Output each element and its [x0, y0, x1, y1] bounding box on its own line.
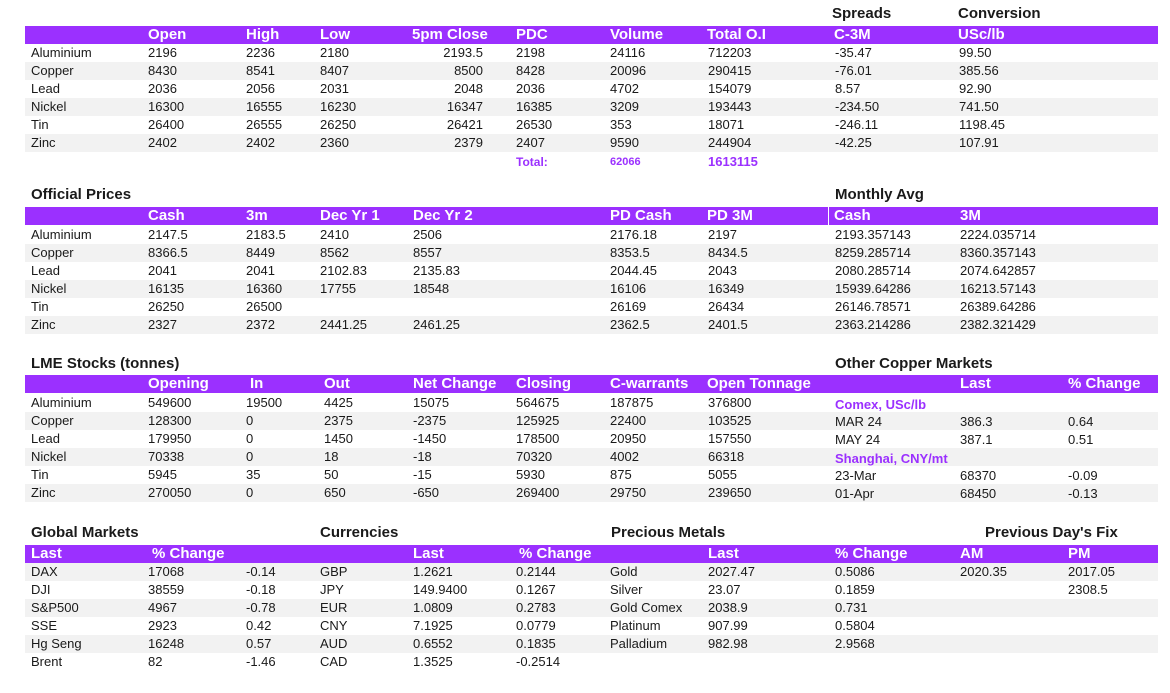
metal-name: Tin — [31, 117, 49, 132]
conversion-title: Conversion — [958, 5, 1041, 22]
total-oi-value: 290415 — [708, 63, 752, 78]
open-value: 8430 — [148, 63, 177, 78]
global-index-last: 2923 — [148, 618, 177, 633]
col-5pm-close: 5pm Close — [412, 26, 488, 43]
c-warrants-value: 875 — [610, 467, 632, 482]
volume-value: 9590 — [610, 135, 639, 150]
comex-label: Comex, USc/lb — [835, 397, 927, 412]
currency-name: JPY — [320, 582, 344, 597]
net-change-value: -650 — [413, 485, 440, 500]
conversion-value: 107.91 — [959, 135, 999, 150]
open-value: 2402 — [148, 135, 177, 150]
opening-value: 549600 — [148, 395, 192, 410]
cash-value: 2147.5 — [148, 227, 188, 242]
currency-change: 0.1835 — [516, 636, 556, 651]
open-tonnage-value: 376800 — [708, 395, 752, 410]
closing-value: 5930 — [516, 467, 545, 482]
precious-last: 982.98 — [708, 636, 748, 651]
conversion-value: 92.90 — [959, 81, 992, 96]
col-global-change: % Change — [152, 545, 225, 562]
global-index-change: 0.57 — [246, 636, 272, 651]
metal-name: Lead — [31, 431, 60, 446]
global-index-name: Brent — [31, 654, 63, 669]
metal-name: Copper — [31, 245, 74, 260]
pd-3m-value: 2401.5 — [708, 317, 748, 332]
col-copper-change: % Change — [1068, 375, 1141, 392]
net-change-value: -2375 — [413, 413, 447, 428]
volume-value: 4702 — [610, 81, 639, 96]
col-net-change: Net Change — [413, 375, 497, 392]
in-value: 0 — [246, 449, 254, 464]
pd-cash-value: 2362.5 — [610, 317, 650, 332]
global-index-name: S&P500 — [31, 600, 79, 615]
volume-value: 353 — [610, 117, 632, 132]
in-value: 19500 — [246, 395, 283, 410]
global-index-name: SSE — [31, 618, 58, 633]
dec-yr1-value: 2441.25 — [320, 317, 367, 332]
avg-3m-value: 26389.64286 — [960, 299, 1036, 314]
currency-last: 149.9400 — [413, 582, 468, 597]
copper-contract: 01-Apr — [835, 486, 875, 501]
close-value: 2379 — [454, 135, 483, 150]
markets-header-bar — [25, 545, 1158, 563]
copper-last: 68450 — [960, 486, 997, 501]
spread-value: -35.47 — [835, 45, 872, 60]
volume-value: 24116 — [610, 45, 646, 60]
dec-yr2-value: 2135.83 — [413, 263, 460, 278]
spread-value: -42.25 — [835, 135, 872, 150]
precious-name: Silver — [610, 582, 643, 597]
currency-last: 0.6552 — [413, 636, 453, 651]
metal-name: Lead — [31, 81, 60, 96]
total-oi-value: 193443 — [708, 99, 752, 114]
out-value: 2375 — [324, 413, 353, 428]
cash-value: 26250 — [148, 299, 185, 314]
out-value: 650 — [324, 485, 346, 500]
volume-value: 20096 — [610, 63, 647, 78]
total-oi: 1613115 — [708, 154, 758, 169]
col-low: Low — [320, 26, 350, 43]
metal-name: Aluminium — [31, 395, 92, 410]
col-currency-last: Last — [413, 545, 444, 562]
dec-yr2-value: 2506 — [413, 227, 442, 242]
col-precious-change: % Change — [835, 545, 908, 562]
lme-stocks-title: LME Stocks (tonnes) — [31, 355, 180, 372]
close-value: 16347 — [446, 99, 483, 114]
global-index-change: 0.42 — [246, 618, 272, 633]
col-pd-cash: PD Cash — [610, 207, 672, 224]
precious-name: Palladium — [610, 636, 668, 651]
global-index-change: -0.78 — [246, 600, 276, 615]
net-change-value: -15 — [413, 467, 432, 482]
avg-cash-value: 8259.285714 — [835, 245, 911, 260]
global-index-name: DAX — [31, 564, 58, 579]
close-value: 8500 — [454, 63, 483, 78]
col-cash: Cash — [148, 207, 185, 224]
dec-yr1-value: 2410 — [320, 227, 349, 242]
closing-value: 125925 — [516, 413, 560, 428]
spread-value: -76.01 — [835, 63, 872, 78]
opening-value: 179950 — [148, 431, 192, 446]
currencies-title: Currencies — [320, 524, 399, 541]
cash-value: 8366.5 — [148, 245, 188, 260]
col-open: Open — [148, 26, 187, 43]
global-index-last: 4967 — [148, 600, 177, 615]
fix-am-value: 2020.35 — [960, 564, 1007, 579]
precious-change: 0.5086 — [835, 564, 875, 579]
avg-3m-value: 8360.357143 — [960, 245, 1036, 260]
3m-value: 8449 — [246, 245, 275, 260]
metal-name: Lead — [31, 263, 60, 278]
pdc-value: 2198 — [516, 45, 545, 60]
fix-pm-value: 2308.5 — [1068, 582, 1108, 597]
pd-3m-value: 2197 — [708, 227, 737, 242]
currency-change: 0.1267 — [516, 582, 556, 597]
metal-name: Aluminium — [31, 227, 92, 242]
cash-value: 2327 — [148, 317, 177, 332]
global-index-last: 82 — [148, 654, 163, 669]
high-value: 26555 — [246, 117, 283, 132]
copper-change: 0.51 — [1068, 432, 1094, 447]
currency-last: 1.2621 — [413, 564, 453, 579]
col-fix-am: AM — [960, 545, 984, 562]
copper-change: -0.13 — [1068, 486, 1098, 501]
c-warrants-value: 29750 — [610, 485, 647, 500]
metal-name: Tin — [31, 299, 49, 314]
global-index-change: -0.18 — [246, 582, 276, 597]
total-oi-value: 244904 — [708, 135, 752, 150]
cash-value: 2041 — [148, 263, 177, 278]
col-volume: Volume — [610, 26, 664, 43]
open-tonnage-value: 66318 — [708, 449, 745, 464]
metal-name: Zinc — [31, 135, 56, 150]
row-stripe — [25, 448, 1158, 466]
shanghai-label: Shanghai, CNY/mt — [835, 451, 948, 466]
opening-value: 270050 — [148, 485, 192, 500]
total-label: Total: — [516, 155, 548, 169]
global-index-last: 38559 — [148, 582, 185, 597]
in-value: 0 — [246, 431, 254, 446]
precious-change: 0.1859 — [835, 582, 875, 597]
col-precious-last: Last — [708, 545, 739, 562]
precious-name: Gold — [610, 564, 638, 579]
total-oi-value: 154079 — [708, 81, 752, 96]
col-pd-3m: PD 3M — [707, 207, 753, 224]
col-in: In — [250, 375, 264, 392]
precious-change: 2.9568 — [835, 636, 875, 651]
metal-name: Nickel — [31, 449, 67, 464]
open-value: 26400 — [148, 117, 185, 132]
dec-yr2-value: 2461.25 — [413, 317, 460, 332]
metal-name: Aluminium — [31, 45, 92, 60]
global-index-name: Hg Seng — [31, 636, 82, 651]
col-3m: 3m — [246, 207, 268, 224]
dec-yr1-value: 2102.83 — [320, 263, 367, 278]
avg-3m-value: 2224.035714 — [960, 227, 1036, 242]
global-markets-title: Global Markets — [31, 524, 139, 541]
pdc-value: 16385 — [516, 99, 553, 114]
low-value: 2031 — [320, 81, 349, 96]
avg-3m-value: 16213.57143 — [960, 281, 1036, 296]
close-value: 2048 — [454, 81, 483, 96]
open-value: 16300 — [148, 99, 185, 114]
currency-name: GBP — [320, 564, 348, 579]
precious-last: 2027.47 — [708, 564, 755, 579]
copper-change: 0.64 — [1068, 414, 1094, 429]
high-value: 2056 — [246, 81, 275, 96]
metal-name: Nickel — [31, 99, 67, 114]
pd-3m-value: 2043 — [708, 263, 737, 278]
closing-value: 269400 — [516, 485, 560, 500]
fix-pm-value: 2017.05 — [1068, 564, 1115, 579]
spreads-title: Spreads — [832, 5, 892, 22]
official-header-bar — [25, 207, 1158, 225]
dec-yr2-value: 18548 — [413, 281, 450, 296]
dec-yr2-value: 8557 — [413, 245, 442, 260]
other-copper-markets-title: Other Copper Markets — [835, 355, 993, 372]
dec-yr1-value: 8562 — [320, 245, 349, 260]
dec-yr1-value: 17755 — [320, 281, 357, 296]
currency-last: 1.3525 — [413, 654, 453, 669]
precious-change: 0.5804 — [835, 618, 875, 633]
pd-cash-value: 2176.18 — [610, 227, 657, 242]
global-index-last: 17068 — [148, 564, 185, 579]
global-index-last: 16248 — [148, 636, 185, 651]
col-dec-yr1: Dec Yr 1 — [320, 207, 380, 224]
pd-cash-value: 26169 — [610, 299, 647, 314]
currency-name: CNY — [320, 618, 348, 633]
in-value: 35 — [246, 467, 261, 482]
high-value: 8541 — [246, 63, 275, 78]
currency-last: 7.1925 — [413, 618, 453, 633]
avg-cash-value: 26146.78571 — [835, 299, 911, 314]
avg-3m-value: 2382.321429 — [960, 317, 1036, 332]
col-pdc: PDC — [516, 26, 548, 43]
col-c3m: C-3M — [834, 26, 871, 43]
opening-value: 70338 — [148, 449, 185, 464]
3m-value: 2041 — [246, 263, 275, 278]
pdc-value: 8428 — [516, 63, 545, 78]
spread-value: -234.50 — [835, 99, 880, 114]
pd-3m-value: 8434.5 — [708, 245, 748, 260]
open-tonnage-value: 103525 — [708, 413, 752, 428]
official-prices-title: Official Prices — [31, 186, 132, 203]
currency-name: AUD — [320, 636, 348, 651]
avg-3m-value: 2074.642857 — [960, 263, 1036, 278]
avg-cash-value: 2080.285714 — [835, 263, 911, 278]
low-value: 8407 — [320, 63, 349, 78]
open-value: 2196 — [148, 45, 177, 60]
metal-name: Zinc — [31, 317, 56, 332]
3m-value: 2183.5 — [246, 227, 286, 242]
copper-contract: MAY 24 — [835, 432, 881, 447]
col-total-oi: Total O.I — [707, 26, 766, 43]
col-out: Out — [324, 375, 350, 392]
col-avg-cash: Cash — [834, 207, 871, 224]
closing-value: 564675 — [516, 395, 560, 410]
out-value: 4425 — [324, 395, 353, 410]
3m-value: 2372 — [246, 317, 275, 332]
in-value: 0 — [246, 413, 254, 428]
currency-name: EUR — [320, 600, 348, 615]
currency-change: 0.0779 — [516, 618, 556, 633]
col-fix-pm: PM — [1068, 545, 1091, 562]
col-usc-lb: USc/lb — [958, 26, 1005, 43]
col-c-warrants: C-warrants — [610, 375, 689, 392]
copper-last: 387.1 — [960, 432, 993, 447]
copper-contract: MAR 24 — [835, 414, 882, 429]
col-avg-3m: 3M — [960, 207, 981, 224]
opening-value: 128300 — [148, 413, 192, 428]
total-oi-value: 712203 — [708, 45, 752, 60]
pdc-value: 2036 — [516, 81, 545, 96]
row-stripe — [25, 599, 1158, 617]
currency-change: 0.2144 — [516, 564, 556, 579]
col-dec-yr2: Dec Yr 2 — [413, 207, 473, 224]
c-warrants-value: 4002 — [610, 449, 639, 464]
spread-value: -246.11 — [835, 117, 879, 132]
copper-last: 68370 — [960, 468, 997, 483]
pd-cash-value: 16106 — [610, 281, 647, 296]
net-change-value: -18 — [413, 449, 432, 464]
opening-value: 5945 — [148, 467, 177, 482]
high-value: 2236 — [246, 45, 275, 60]
out-value: 18 — [324, 449, 339, 464]
stocks-header-bar — [25, 375, 1158, 393]
global-index-change: -1.46 — [246, 654, 276, 669]
col-copper-last: Last — [960, 375, 991, 392]
col-opening: Opening — [148, 375, 209, 392]
net-change-value: -1450 — [413, 431, 447, 446]
pd-3m-value: 26434 — [708, 299, 745, 314]
metal-name: Copper — [31, 63, 74, 78]
currency-change: -0.2514 — [516, 654, 561, 669]
row-stripe — [25, 635, 1158, 653]
global-index-change: -0.14 — [246, 564, 276, 579]
header-separator — [828, 207, 829, 225]
open-tonnage-value: 239650 — [708, 485, 752, 500]
precious-last: 23.07 — [708, 582, 741, 597]
closing-value: 178500 — [516, 431, 560, 446]
previous-day-fix-title: Previous Day's Fix — [985, 524, 1118, 541]
open-tonnage-value: 157550 — [708, 431, 752, 446]
in-value: 0 — [246, 485, 254, 500]
high-value: 16555 — [246, 99, 283, 114]
spread-value: 8.57 — [835, 81, 861, 96]
avg-cash-value: 15939.64286 — [835, 281, 911, 296]
precious-last: 2038.9 — [708, 600, 748, 615]
low-value: 16230 — [320, 99, 357, 114]
out-value: 50 — [324, 467, 339, 482]
out-value: 1450 — [324, 431, 353, 446]
col-closing: Closing — [516, 375, 571, 392]
low-value: 2360 — [320, 135, 349, 150]
precious-name: Platinum — [610, 618, 661, 633]
currency-last: 1.0809 — [413, 600, 453, 615]
c-warrants-value: 20950 — [610, 431, 647, 446]
close-value: 26421 — [446, 117, 483, 132]
conversion-value: 99.50 — [959, 45, 992, 60]
close-value: 2193.5 — [443, 45, 483, 60]
global-index-name: DJI — [31, 582, 51, 597]
col-currency-change: % Change — [519, 545, 592, 562]
col-global-last: Last — [31, 545, 62, 562]
precious-metals-title: Precious Metals — [611, 524, 726, 541]
metal-name: Copper — [31, 413, 74, 428]
total-volume: 62066 — [610, 156, 641, 168]
metal-name: Tin — [31, 467, 49, 482]
col-high: High — [246, 26, 280, 43]
pdc-value: 26530 — [516, 117, 553, 132]
open-value: 2036 — [148, 81, 177, 96]
high-value: 2402 — [246, 135, 275, 150]
cash-value: 16135 — [148, 281, 185, 296]
col-open-tonnage: Open Tonnage — [707, 375, 811, 392]
copper-contract: 23-Mar — [835, 468, 877, 483]
currency-name: CAD — [320, 654, 348, 669]
pd-cash-value: 8353.5 — [610, 245, 650, 260]
pdc-value: 2407 — [516, 135, 545, 150]
monthly-avg-title: Monthly Avg — [835, 186, 924, 203]
c-warrants-value: 187875 — [610, 395, 654, 410]
copper-last: 386.3 — [960, 414, 993, 429]
pd-3m-value: 16349 — [708, 281, 745, 296]
volume-value: 3209 — [610, 99, 639, 114]
metal-name: Zinc — [31, 485, 56, 500]
pd-cash-value: 2044.45 — [610, 263, 657, 278]
precious-name: Gold Comex — [610, 600, 683, 615]
low-value: 26250 — [320, 117, 357, 132]
precious-change: 0.731 — [835, 600, 868, 615]
conversion-value: 741.50 — [959, 99, 999, 114]
c-warrants-value: 22400 — [610, 413, 647, 428]
avg-cash-value: 2193.357143 — [835, 227, 911, 242]
low-value: 2180 — [320, 45, 349, 60]
precious-last: 907.99 — [708, 618, 748, 633]
avg-cash-value: 2363.214286 — [835, 317, 911, 332]
conversion-value: 385.56 — [959, 63, 999, 78]
conversion-value: 1198.45 — [959, 117, 1006, 132]
currency-change: 0.2783 — [516, 600, 556, 615]
3m-value: 16360 — [246, 281, 283, 296]
total-oi-value: 18071 — [708, 117, 745, 132]
metal-name: Nickel — [31, 281, 67, 296]
open-tonnage-value: 5055 — [708, 467, 737, 482]
copper-change: -0.09 — [1068, 468, 1098, 483]
lme-header-bar — [25, 26, 1158, 44]
net-change-value: 15075 — [413, 395, 450, 410]
closing-value: 70320 — [516, 449, 553, 464]
3m-value: 26500 — [246, 299, 283, 314]
